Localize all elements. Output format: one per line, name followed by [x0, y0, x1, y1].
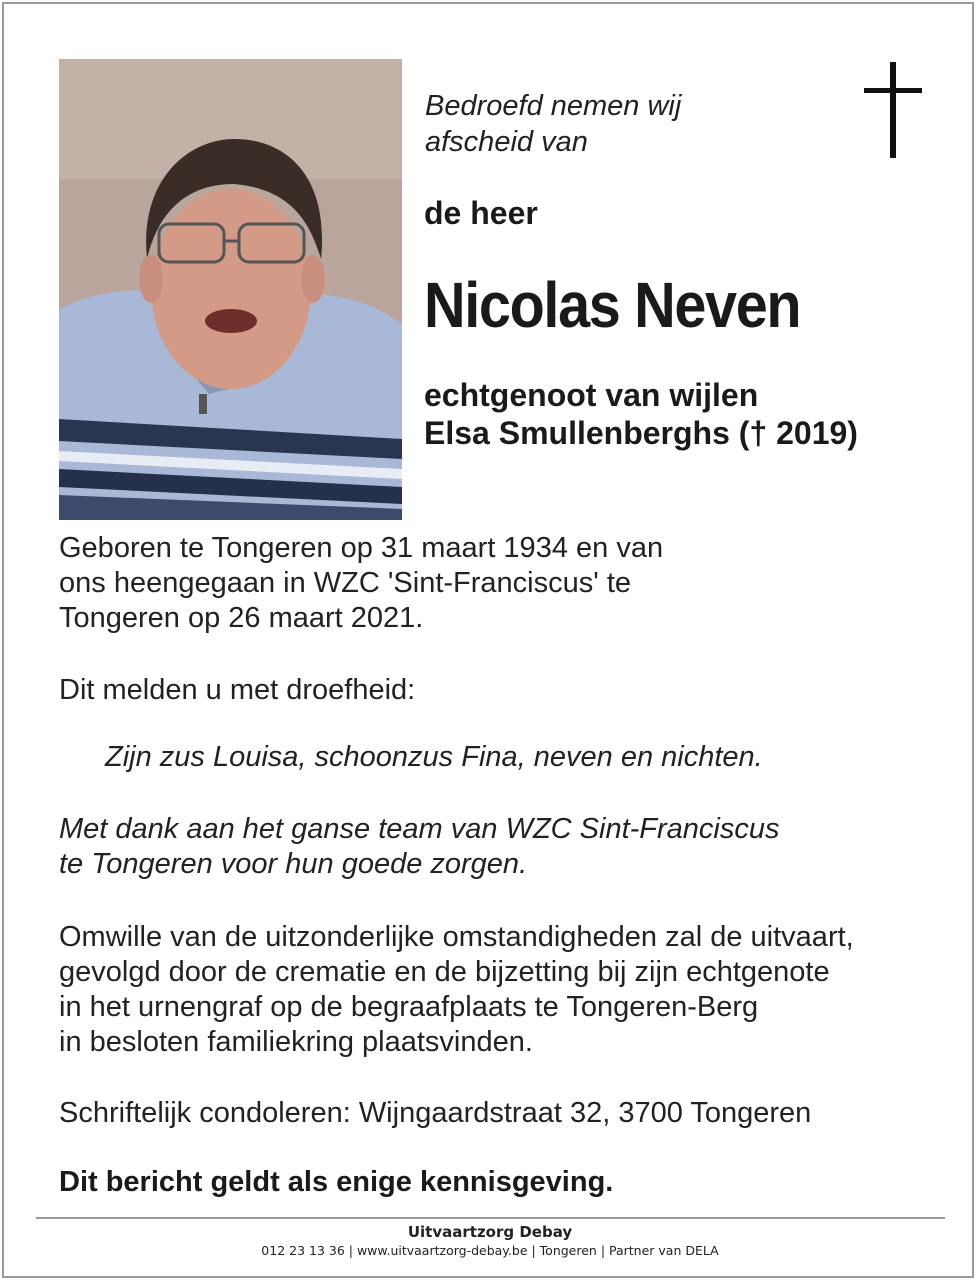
spouse-line: Elsa Smullenberghs († 2019) — [424, 415, 858, 451]
paragraph-line: gevolgd door de crematie en de bijzetting bij zijn echtgenote — [59, 956, 830, 988]
birth-death-paragraph — [59, 531, 663, 636]
portrait-photo — [59, 59, 402, 520]
paragraph-line: te Tongeren voor hun goede zorgen. — [59, 848, 528, 880]
funeral-home-contact: 012 23 13 36 | www.uitvaartzorg-debay.be | Tongeren | Partner van DELA — [261, 1243, 719, 1258]
paragraph-line: Met dank aan het ganse team van WZC Sint-Franciscus — [59, 813, 780, 845]
thanks-paragraph — [59, 812, 779, 882]
paragraph-line: in besloten familiekring plaatsvinden. — [59, 1026, 533, 1058]
intro-line: afscheid van — [425, 126, 588, 158]
paragraph-line: Omwille van de uitzonderlijke omstandigheden zal de uitvaart, — [59, 921, 854, 953]
footer-divider — [36, 1217, 945, 1219]
condolence-address: Schriftelijk condoleren: Wijngaardstraat 32, 3700 Tongeren — [59, 1097, 812, 1129]
paragraph-line: ons heengegaan in WZC 'Sint-Franciscus' te — [59, 567, 632, 599]
title-honorific: de heer — [424, 195, 538, 231]
spouse-line: echtgenoot van wijlen — [424, 377, 759, 413]
announcement-line: Dit melden u met droefheid: — [59, 674, 416, 706]
notice-line: Dit bericht geldt als enige kennisgeving. — [59, 1166, 614, 1198]
intro-line: Bedroefd nemen wij — [425, 90, 682, 122]
spouse-text — [424, 376, 858, 452]
intro-text — [425, 88, 681, 160]
cross-icon — [864, 62, 922, 160]
family-line: Zijn zus Louisa, schoonzus Fina, neven en nichten. — [105, 741, 763, 773]
paragraph-line: Geboren te Tongeren op 31 maart 1934 en van — [59, 532, 664, 564]
deceased-name: Nicolas Neven — [424, 269, 801, 341]
funeral-home-name: Uitvaartzorg Debay — [407, 1223, 573, 1241]
paragraph-line: in het urnengraf op de begraafplaats te Tongeren-Berg — [59, 991, 759, 1023]
funeral-paragraph — [59, 920, 854, 1060]
paragraph-line: Tongeren op 26 maart 2021. — [59, 602, 424, 634]
